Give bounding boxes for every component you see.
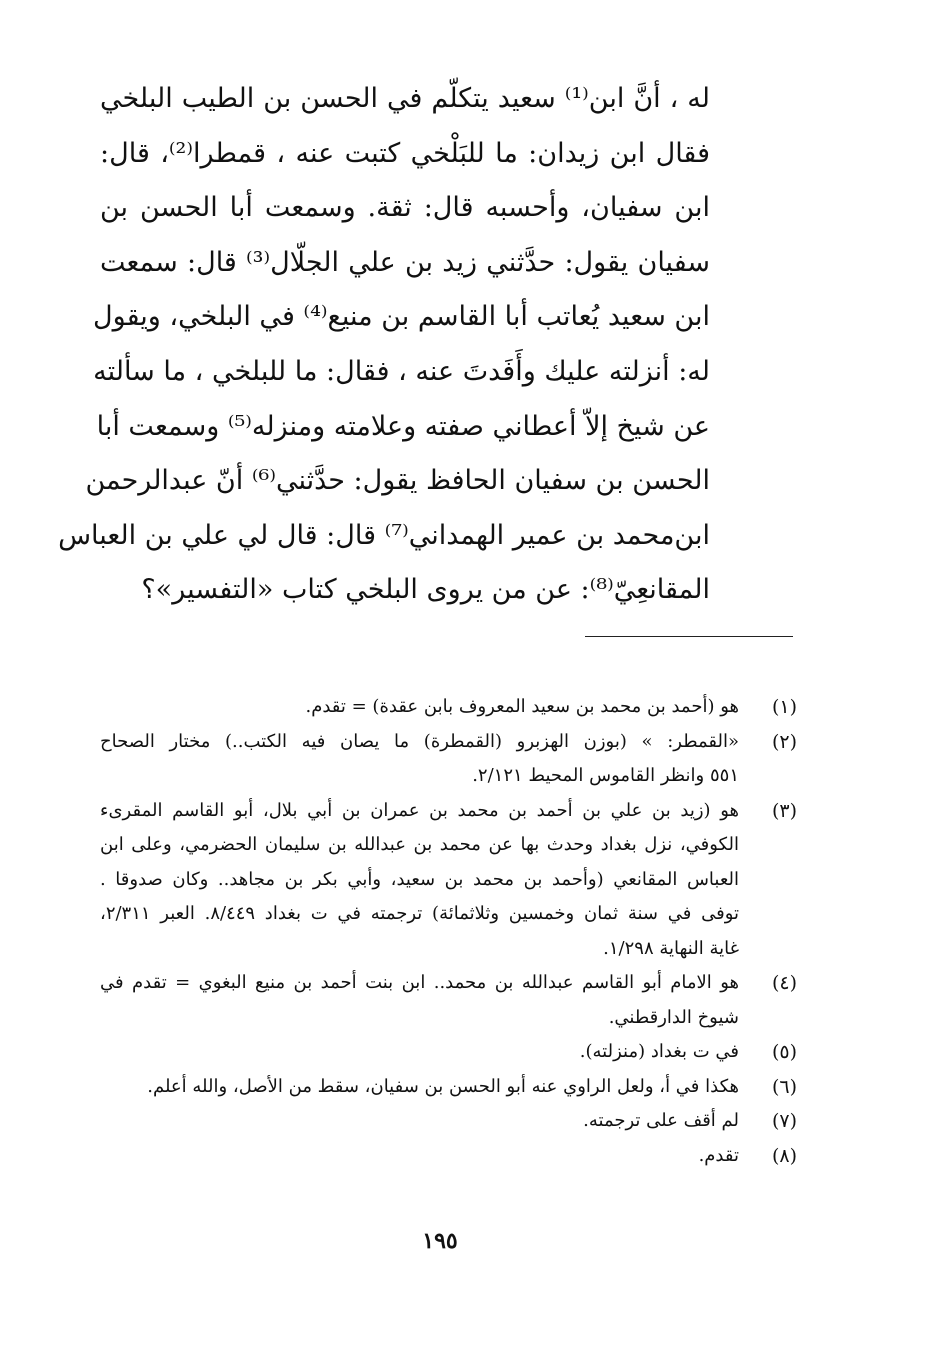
footnote-number: (٢) <box>771 730 797 753</box>
footnote-line: توفى في سنة ثمان وخمسين وثلاثمائة) ترجمته في ت بغداد ٨/٤٤٩. العبر ٢/٣١١، <box>100 903 740 924</box>
page-number: ١٩٥ <box>422 1228 458 1254</box>
footnote-6 <box>100 1070 797 1105</box>
footnote-number: (٧) <box>771 1110 797 1132</box>
footnote-text <box>100 1139 739 1174</box>
footnote-number: (١) <box>771 696 797 718</box>
text-line: فقال ابن زيدان: ما للبَلْخي كتبت عنه ، قمطرا⁽²⁾، قال: <box>100 137 710 169</box>
footnote-line: ٥٥١ وانظر القاموس المحيط ٢/١٢١. <box>472 765 739 786</box>
footnote-line: شيوخ الدارقطني. <box>608 1006 739 1028</box>
footnote-1 <box>100 690 797 725</box>
footnote-line: هو (زيد بن علي بن أحمد بن محمد بن عمران بن أبي بلال، أبو القاسم المقرىء <box>100 799 739 821</box>
footnote-line: الكوفي، نزل بغداد وحدث بها عن محمد بن عبدالله بن سليمان الحضرمي، وعلى ابن <box>100 834 739 855</box>
footnote-line: في ت بغداد (منزلته). <box>579 1041 739 1062</box>
footnote-5 <box>100 1035 797 1070</box>
footnote-text <box>100 1070 739 1105</box>
footnote-4 <box>100 966 797 1035</box>
footnote-line: لم أقف على ترجمته. <box>583 1110 739 1131</box>
text-line: ابن‌محمد بن عمير الهمداني⁽⁷⁾ قال: قال لي علي بن العباس <box>58 519 710 551</box>
footnote-8 <box>100 1139 797 1174</box>
footnotes <box>100 690 797 1173</box>
footnote-line: العباس المقانعي (وأحمد بن محمد بن سعيد، وأبي بكر بن مجاهد.. وكان صدوقا . <box>100 868 739 890</box>
footnote-text <box>100 966 739 1035</box>
footnote-3 <box>100 794 797 967</box>
footnote-number: (٤) <box>771 972 797 994</box>
footnote-2 <box>100 725 797 794</box>
footnote-line: هكذا في أ، ولعل الراوي عنه أبو الحسن بن سفيان، سقط من الأصل، والله أعلم. <box>147 1075 739 1097</box>
footnote-text <box>100 1035 739 1070</box>
text-line: الحسن بن سفيان الحافظ يقول: حدَّثني⁽⁶⁾ أنّ عبدالرحمن <box>85 465 710 497</box>
footnote-text <box>100 794 739 967</box>
footnote-line: تقدم. <box>698 1144 739 1166</box>
text-line: له: أنزلته عليك وأَفَدتَ عنه ، فقال: ما للبلخي ، ما سألته <box>93 355 710 387</box>
footnote-number: (٦) <box>771 1075 797 1098</box>
footnote-number: (٨) <box>771 1144 797 1167</box>
text-line: ابن سفيان، وأحسبه قال: ثقة. وسمعت أبا الحسن بن <box>100 192 710 224</box>
footnote-number: (٣) <box>771 799 797 822</box>
footnote-line: «القمطر: » (بوزن الهزبرو (القمطرة) ما يصان فيه الكتب..) مختار الصحاح <box>100 730 739 752</box>
text-line: عن شيخ إلاّ أعطاني صفته وعلامته ومنزله⁽⁵⁾ وسمعت أبا <box>96 410 710 442</box>
text-line: المقانعِيّ⁽⁸⁾: عن من يروى البلخي كتاب «التفسير»؟ <box>141 574 710 606</box>
footnote-line: غاية النهاية ١/٢٩٨. <box>603 937 739 959</box>
footnote-text <box>100 725 739 794</box>
footnote-text <box>100 1104 739 1139</box>
main-text <box>58 72 710 618</box>
footnote-7 <box>100 1104 797 1139</box>
text-line: سفيان يقول: حدَّثني زيد بن علي الجلّال⁽³⁾ قال: سمعت <box>100 246 710 278</box>
text-line: له ، أنَّ ابن⁽¹⁾ سعيد يتكلّم في الحسن بن الطيب البلخي <box>100 83 710 114</box>
text-line: ابن سعيد يُعاتب أبا القاسم بن منيع⁽⁴⁾ في البلخي، ويقول <box>93 301 710 333</box>
footnote-number: (٥) <box>771 1041 797 1063</box>
footnote-line: هو (أحمد بن محمد بن سعيد المعروف بابن عقدة) = تقدم. <box>305 696 739 717</box>
footnote-separator <box>585 636 793 637</box>
footnote-line: هو الامام أبو القاسم عبدالله بن محمد.. ابن بنت أحمد بن منيع البغوي = تقدم في <box>100 972 739 993</box>
footnote-text <box>100 690 739 725</box>
